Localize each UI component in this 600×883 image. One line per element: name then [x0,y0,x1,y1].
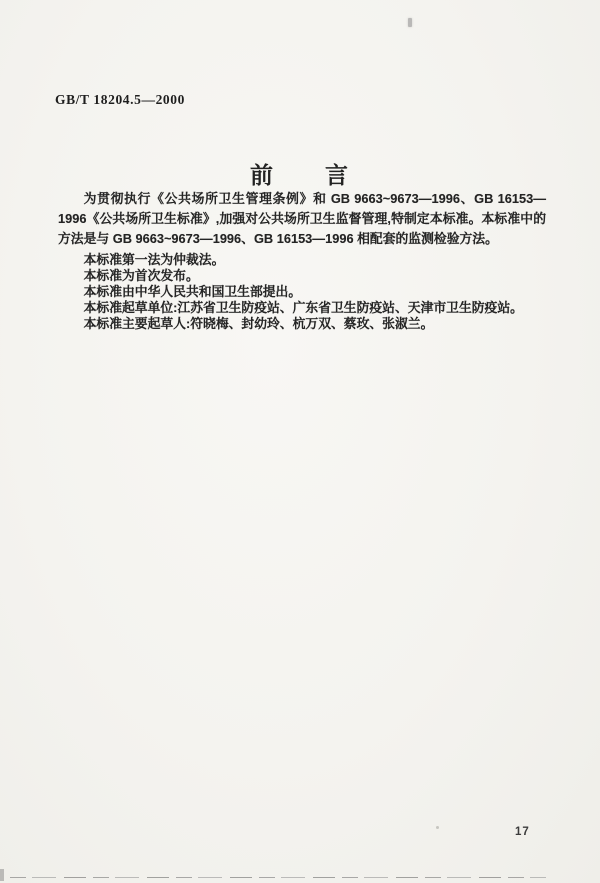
page-title: 前 言 [250,163,350,188]
foreword-paragraph: 本标准由中华人民共和国卫生部提出。 [83,284,302,299]
foreword-paragraph: 本标准为首次发布。 [83,268,199,283]
standard-number: GB/T 18204.5—2000 [55,92,185,107]
scan-edge-artifact [10,877,546,879]
foreword-body [58,189,546,332]
scan-corner-artifact [0,869,4,881]
foreword-paragraph: 本标准主要起草人:符晓梅、封幼玲、杭万双、蔡玫、张淑兰。 [83,316,434,331]
foreword-paragraph: 本标准起草单位:江苏省卫生防疫站、广东省卫生防疫站、天津市卫生防疫站。 [83,300,523,315]
scan-speck-artifact [408,18,412,27]
page-number: 17 [515,826,530,838]
scan-speck-artifact [436,826,439,829]
foreword-paragraph: 为贯彻执行《公共场所卫生管理条例》和 GB 9663~9673—1996、GB 16153—1996《公共场所卫生标准》,加强对公共场所卫生监督管理,特制定本标准。本标准中的方法是与 GB 9663~9673—1996、GB 16153—1996 相配套的监测检验方法。 [58,191,546,246]
foreword-paragraph: 本标准第一法为仲裁法。 [83,252,225,267]
